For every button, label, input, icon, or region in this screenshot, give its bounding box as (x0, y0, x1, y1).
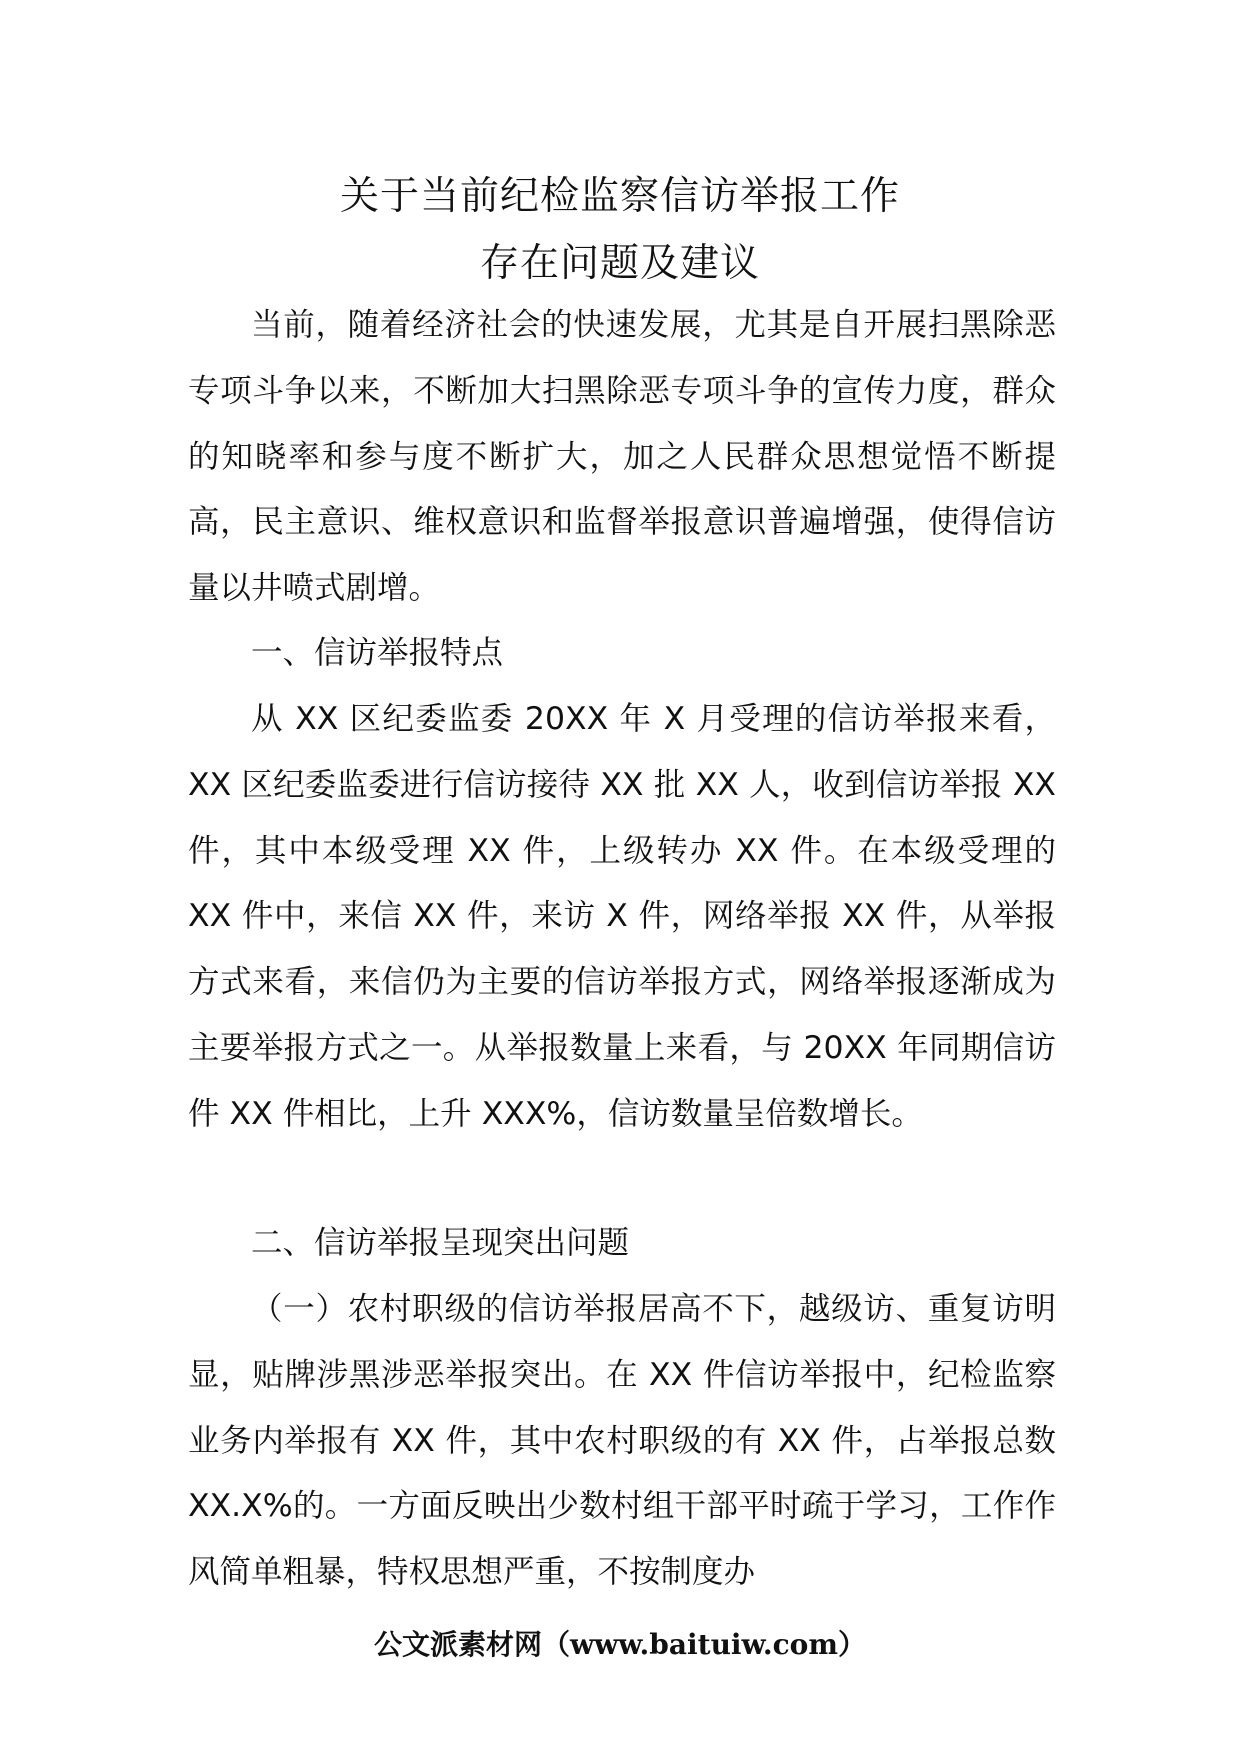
paragraph-intro: 当前，随着经济社会的快速发展，尤其是自开展扫黑除恶专项斗争以来，不断加大扫黑除恶专项斗争的宣传力度，群众的知晓率和参与度不断扩大，加之人民群众思想觉悟不断提高，民主意识、维权意识和监督举报意识普遍增强，使得信访量以井喷式剧增。 (188, 307, 1056, 607)
document-title-line-2: 存在问题及建议 (479, 241, 760, 286)
paragraph-issue-1: （一）农村职级的信访举报居高不下，越级访、重复访明显，贴牌涉黑涉恶举报突出。在 XX 件信访举报中，纪检监察业务内举报有 XX 件，其中农村职级的有 XX 件，占举报总数 XX.X%的。一方面反映出少数村组干部平时疏于学习，工作作风简单粗暴，特权思想严重，不按制度办 (188, 1291, 1056, 1591)
section-heading-issues: 二、信访举报呈现突出问题 (251, 1225, 630, 1261)
section-heading-features: 一、信访举报特点 (251, 635, 504, 671)
paragraph-features: 从 XX 区纪委监委 20XX 年 X 月受理的信访举报来看，XX 区纪委监委进行信访接待 XX 批 XX 人，收到信访举报 XX 件，其中本级受理 XX 件，上级转办 XX 件。在本级受理的 XX 件中，来信 XX 件，来访 X 件，网络举报 XX 件，从举报方式来看，来信仍为主要的信访举报方式，网络举报逐渐成为主要举报方式之一。从举报数量上来看，与 20XX 年同期信访件 XX 件相比，上升 XXX%，信访数量呈倍数增长。 (188, 701, 1056, 1132)
document-title-line-1: 关于当前纪检监察信访举报工作 (339, 174, 900, 219)
footer-source-watermark: 公文派素材网（www.baituiw.com） (374, 1628, 866, 1661)
